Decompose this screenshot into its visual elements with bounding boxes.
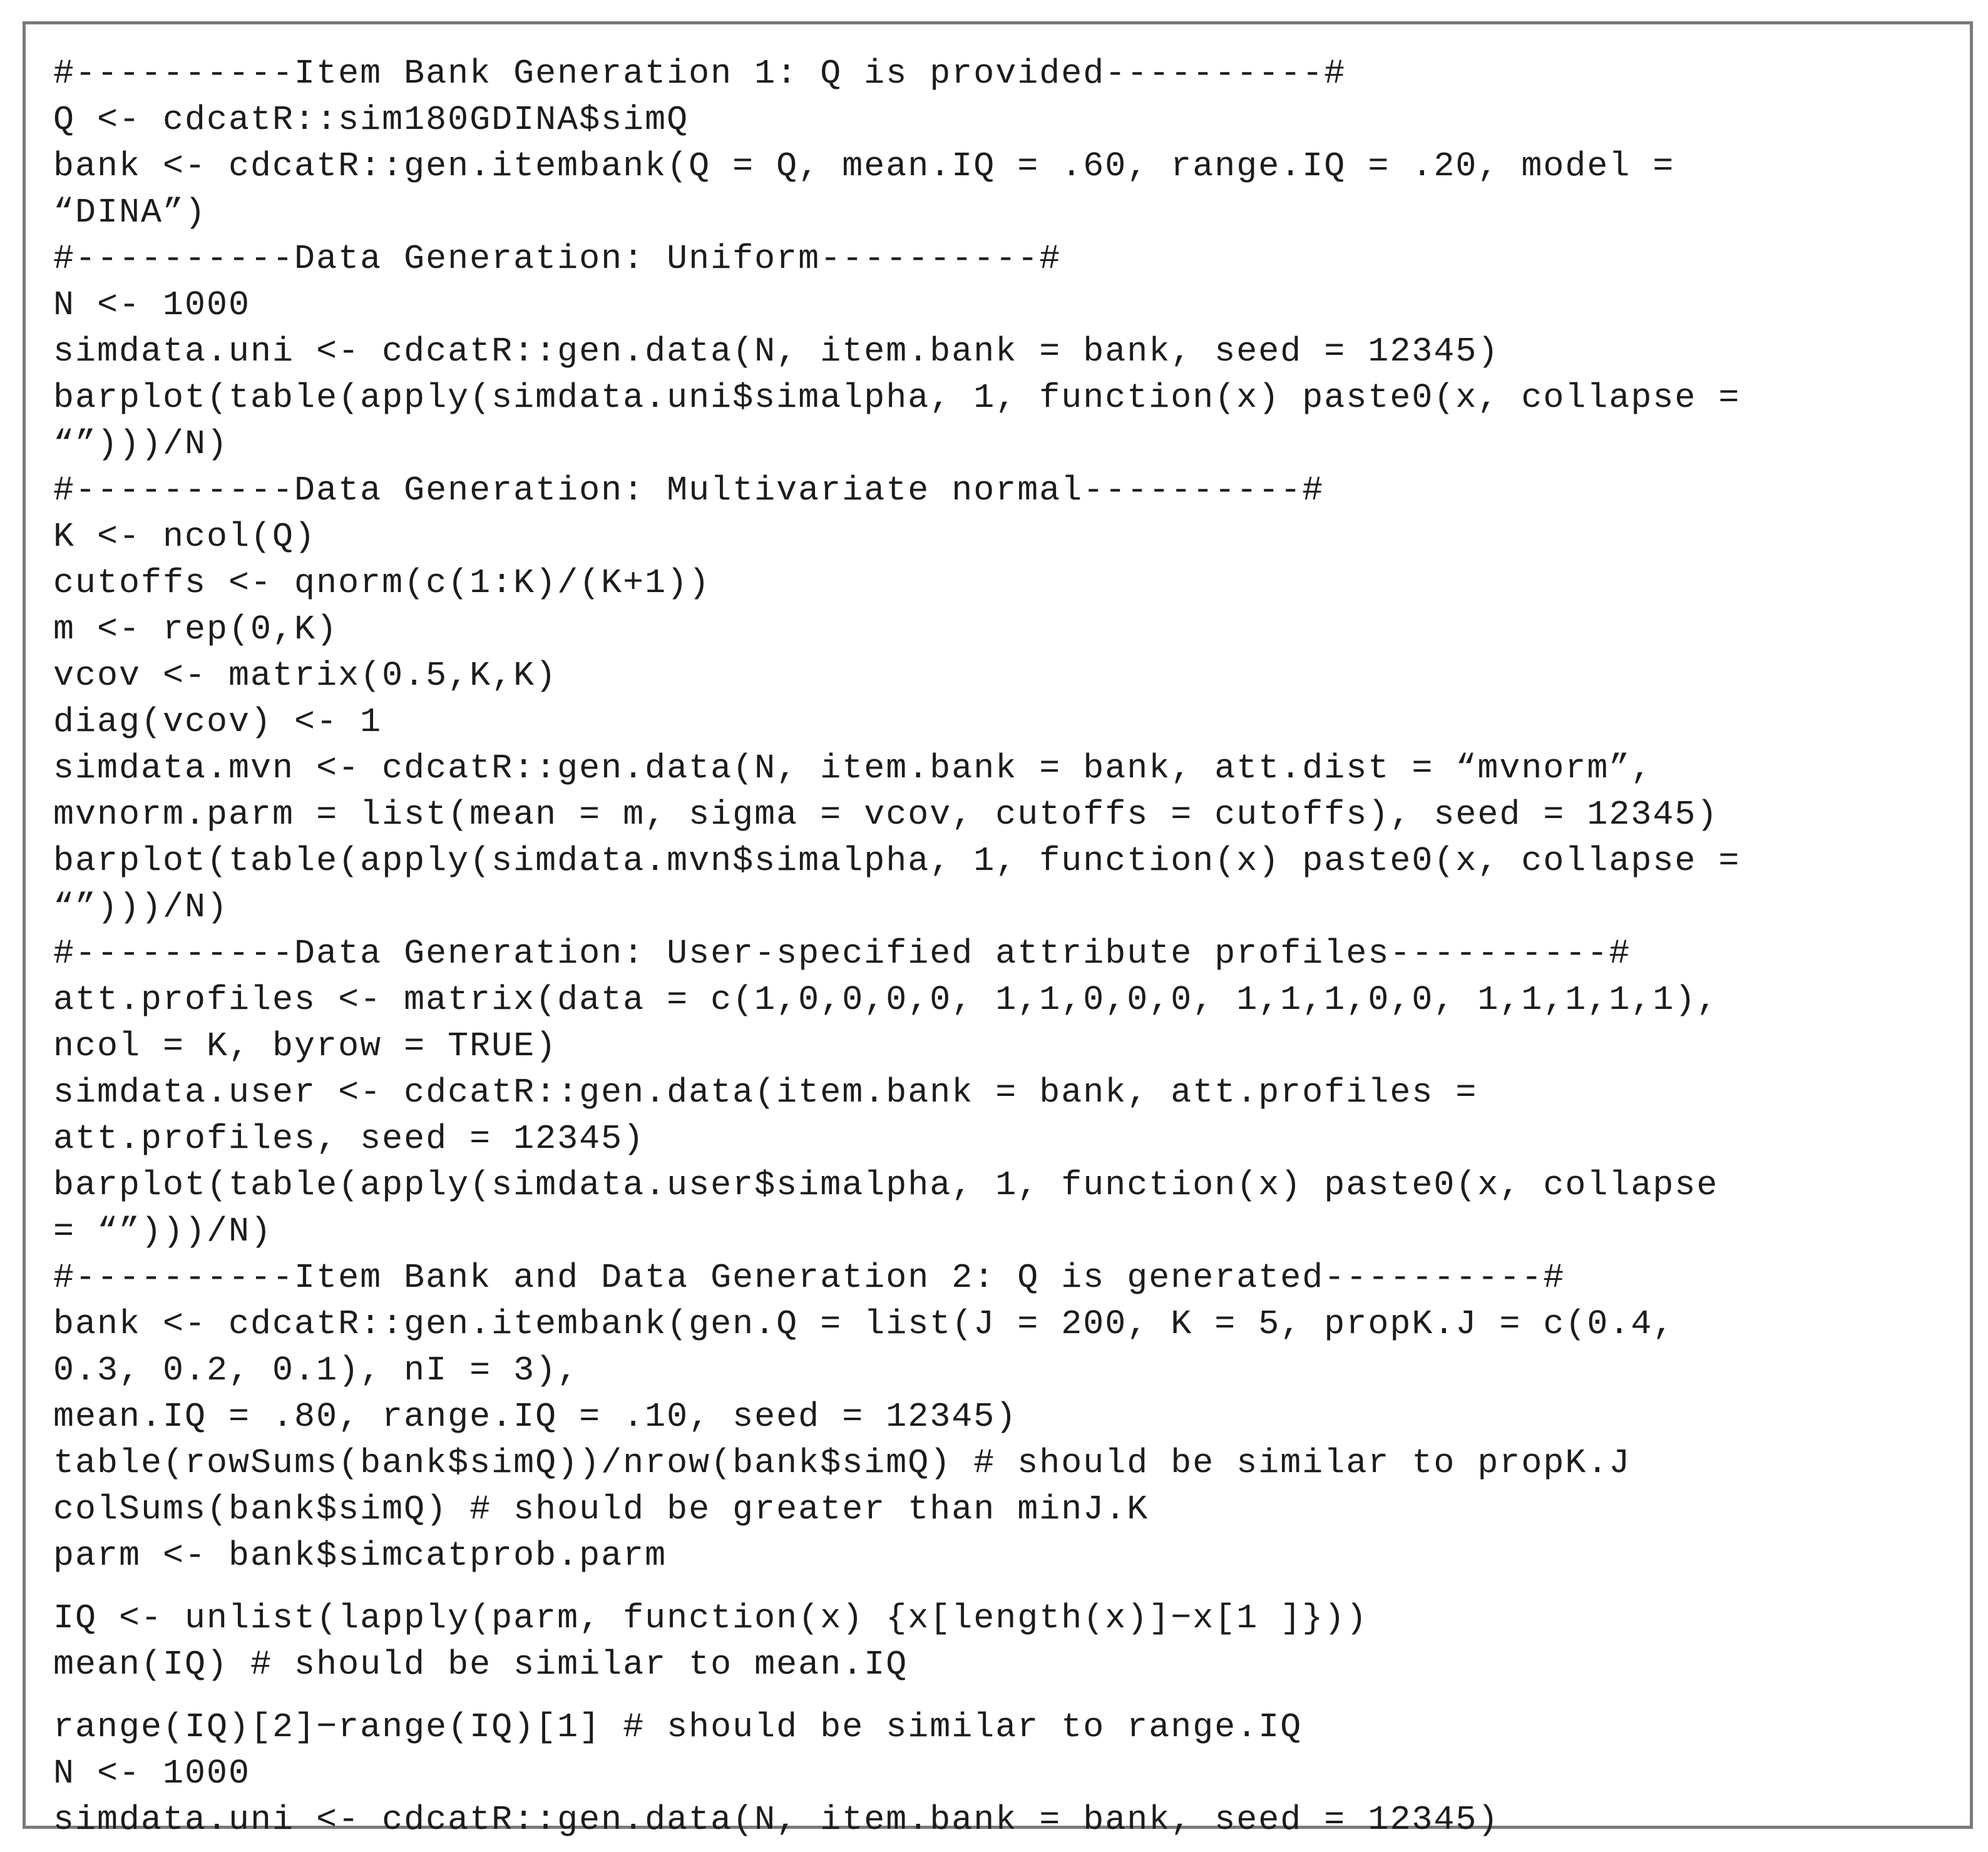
code-line: K <- ncol(Q) bbox=[53, 517, 317, 556]
code-line: att.profiles, seed = 12345) bbox=[53, 1119, 645, 1159]
code-line: #----------Data Generation: User-specified attribute profiles----------# bbox=[53, 934, 1631, 973]
code-line: “”)))/N) bbox=[53, 888, 229, 927]
code-line: m <- rep(0,K) bbox=[53, 610, 339, 649]
code-line: ncol = K, byrow = TRUE) bbox=[53, 1026, 558, 1066]
code-line: #----------Data Generation: Uniform----------# bbox=[53, 239, 1062, 279]
code-line: barplot(table(apply(simdata.uni$simalpha, 1, function(x) paste0(x, collapse = bbox=[53, 378, 1741, 417]
code-line: mvnorm.parm = list(mean = m, sigma = vcov, cutoffs = cutoffs), seed = 12345) bbox=[53, 795, 1719, 834]
code-line: IQ <- unlist(lapply(parm, function(x) {x[length(x)]−x[1 ]})) bbox=[53, 1599, 1368, 1638]
code-line: simdata.uni <- cdcatR::gen.data(N, item.bank = bank, seed = 12345) bbox=[53, 1800, 1500, 1839]
code-line: #----------Item Bank and Data Generation 2: Q is generated----------# bbox=[53, 1258, 1565, 1297]
code-line: simdata.user <- cdcatR::gen.data(item.bank = bank, att.profiles = bbox=[53, 1073, 1478, 1112]
code-line: #----------Data Generation: Multivariate normal----------# bbox=[53, 471, 1324, 510]
code-line: simdata.mvn <- cdcatR::gen.data(N, item.bank = bank, att.dist = “mvnorm”, bbox=[53, 749, 1653, 788]
code-line: mean(IQ) # should be similar to mean.IQ bbox=[53, 1645, 908, 1684]
code-lines bbox=[53, 51, 1740, 1843]
code-line: mean.IQ = .80, range.IQ = .10, seed = 12345) bbox=[53, 1397, 1018, 1436]
code-line: colSums(bank$simQ) # should be greater than minJ.K bbox=[53, 1490, 1149, 1529]
code-line: att.profiles <- matrix(data = c(1,0,0,0,0, 1,1,0,0,0, 1,1,1,0,0, 1,1,1,1,1), bbox=[53, 980, 1719, 1020]
code-line: cutoffs <- qnorm(c(1:K)/(K+1)) bbox=[53, 563, 711, 603]
code-line: = “”)))/N) bbox=[53, 1212, 273, 1251]
code-line: N <- 1000 bbox=[53, 285, 251, 325]
code-line: barplot(table(apply(simdata.mvn$simalpha, 1, function(x) paste0(x, collapse = bbox=[53, 841, 1741, 881]
code-line: range(IQ)[2]−range(IQ)[1] # should be similar to range.IQ bbox=[53, 1707, 1303, 1747]
code-line: diag(vcov) <- 1 bbox=[53, 702, 382, 742]
code-listing-box bbox=[23, 21, 1973, 1839]
code-line: table(rowSums(bank$simQ))/nrow(bank$simQ) # should be similar to propK.J bbox=[53, 1443, 1631, 1483]
code-line: bank <- cdcatR::gen.itembank(gen.Q = list(J = 200, K = 5, propK.J = c(0.4, bbox=[53, 1304, 1675, 1344]
code-line: parm <- bank$simcatprob.parm bbox=[53, 1536, 667, 1575]
code-line: Q <- cdcatR::sim180GDINA$simQ bbox=[53, 100, 689, 140]
code-line: bank <- cdcatR::gen.itembank(Q = Q, mean.IQ = .60, range.IQ = .20, model = bbox=[53, 146, 1675, 186]
code-line: “”)))/N) bbox=[53, 424, 229, 464]
code-line: “DINA”) bbox=[53, 193, 207, 232]
code-line: N <- 1000 bbox=[53, 1754, 251, 1793]
code-line: #----------Item Bank Generation 1: Q is provided----------# bbox=[53, 54, 1346, 93]
code-line: simdata.uni <- cdcatR::gen.data(N, item.bank = bank, seed = 12345) bbox=[53, 332, 1500, 371]
code-line: 0.3, 0.2, 0.1), nI = 3), bbox=[53, 1351, 580, 1390]
code-line: vcov <- matrix(0.5,K,K) bbox=[53, 656, 558, 695]
code-line: barplot(table(apply(simdata.user$simalpha, 1, function(x) paste0(x, collapse bbox=[53, 1165, 1719, 1205]
